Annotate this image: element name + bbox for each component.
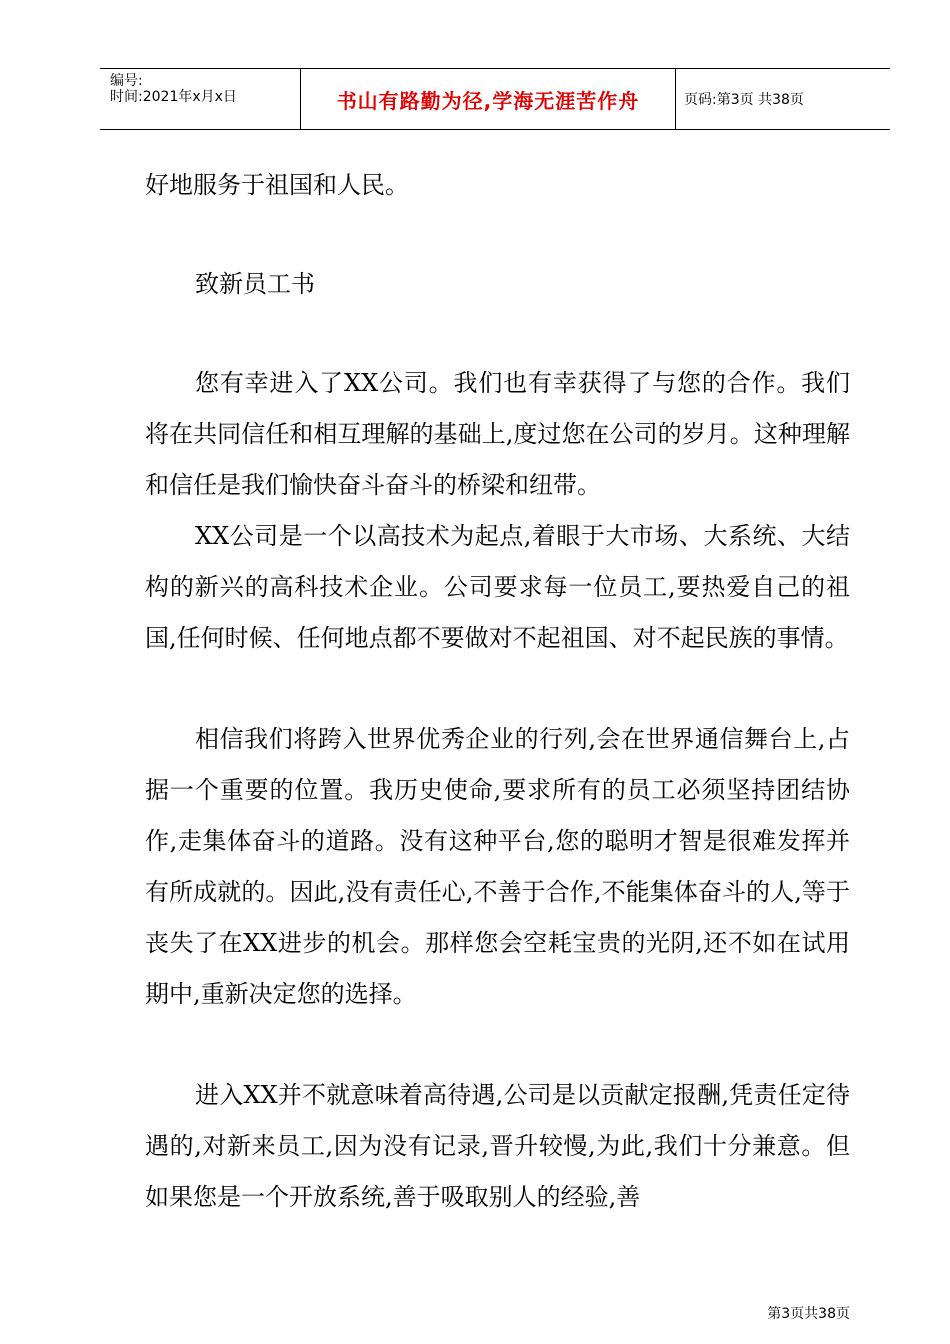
header-motto-cell <box>301 69 676 129</box>
paragraph-spacer <box>145 664 850 714</box>
paragraph-compensation: 进入XX并不就意味着高待遇,公司是以贡献定报酬,凭责任定待遇的,对新来员工,因为没有记录,晋升较慢,为此,我们十分兼意。但如果您是一个开放系统,善于吸取别人的经验,善 <box>145 1081 850 1211</box>
header-page-info: 页码:第3页 共38页 <box>684 92 804 108</box>
paragraph-spacer <box>145 1020 850 1070</box>
paragraph-teamwork: 相信我们将跨入世界优秀企业的行列,会在世界通信舞台上,占据一个重要的位置。我历史使命,要求所有的员工必须坚持团结协作,走集体奋斗的道路。没有这种平台,您的聪明才智是很难发挥并有所成就的。因此,没有责任心,不善于合作,不能集体奋斗的人,等于丧失了在XX进步的机会。那样您会空耗宝贵的光阴,还不如在试用期中,重新决定您的选择。 <box>145 725 850 1008</box>
header-meta-cell <box>100 69 301 129</box>
paragraph-spacer <box>145 310 850 358</box>
paragraph-continuation: 好地服务于祖国和人民。 <box>145 171 409 199</box>
header-page-cell <box>676 69 890 129</box>
document-number-label: 编号: <box>110 73 143 89</box>
page-footer-number: 第3页共38页 <box>767 1306 850 1322</box>
document-date-label: 时间:2021年x月x日 <box>110 89 237 105</box>
paragraph-intro: 您有幸进入了XX公司。我们也有幸获得了与您的合作。我们将在共同信任和相互理解的基础上,度过您在公司的岁月。这种理解和信任是我们愉快奋斗奋斗的桥梁和纽带。 <box>145 369 850 499</box>
paragraph-spacer <box>145 211 850 259</box>
letter-title: 致新员工书 <box>195 270 315 298</box>
page-header <box>100 68 890 130</box>
header-motto: 书山有路勤为径,学海无涯苦作舟 <box>336 88 640 113</box>
document-body <box>145 160 850 1223</box>
paragraph-company: XX公司是一个以高技术为起点,着眼于大市场、大系统、大结构的新兴的高科技术企业。公司要求每一位员工,要热爱自己的祖国,任何时候、任何地点都不要做对不起祖国、对不起民族的事情。 <box>145 522 850 652</box>
